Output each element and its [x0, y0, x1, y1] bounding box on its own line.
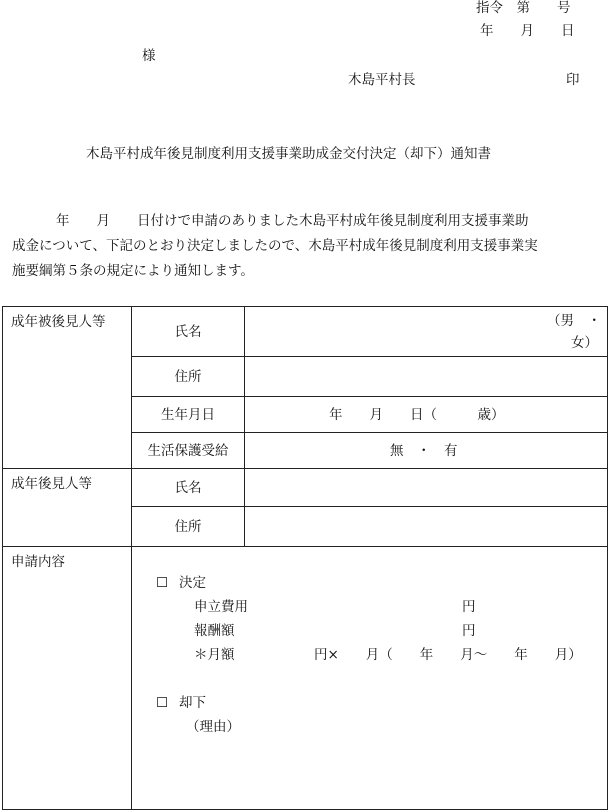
filing-fee-unit: 円 — [462, 599, 476, 615]
issue-date: 年 月 日 — [480, 23, 575, 39]
application-section-label-cell — [3, 547, 132, 810]
designation-number: 指令 第 号 — [476, 0, 571, 16]
guardian-name-label: 氏名 — [174, 480, 202, 496]
decision-checkbox[interactable]: ☐ — [156, 575, 169, 591]
issuer-name: 木島平村長 — [348, 72, 416, 88]
gender-selector-male: （男 ・ — [547, 313, 601, 329]
guardian-name-label-cell — [132, 469, 245, 507]
ward-birth-label: 生年月日 — [161, 407, 215, 423]
ward-address-label-cell — [132, 357, 245, 397]
rejection-label: 却下 — [179, 695, 206, 711]
ward-section-label-cell — [3, 307, 132, 469]
ward-name-label: 氏名 — [174, 324, 202, 340]
recipient-suffix: 様 — [142, 48, 156, 64]
body-line-2: 成金について、下記のとおり決定しましたので、木島平村成年後見制度利用支援事業実 — [12, 238, 538, 254]
guardian-name-field[interactable] — [245, 469, 608, 507]
ward-name-field[interactable] — [245, 307, 608, 357]
ward-welfare-value: 無 ・ 有 — [390, 443, 458, 459]
ward-address-label: 住所 — [174, 369, 202, 385]
ward-birth-field[interactable] — [245, 397, 608, 433]
ward-birth-label-cell — [132, 397, 245, 433]
ward-welfare-field[interactable] — [245, 433, 608, 469]
body-line-1: 年 月 日付けで申請のありました木島平村成年後見制度利用支援事業助 — [56, 213, 529, 229]
monthly-amount-label: ＊月額 — [194, 647, 235, 663]
application-section-label: 申請内容 — [11, 554, 65, 570]
guardian-address-field[interactable] — [245, 507, 608, 547]
guardian-section-label-cell — [3, 469, 132, 547]
body-line-3: 施要綱第５条の規定により通知します。 — [12, 263, 254, 279]
guardian-address-label: 住所 — [174, 519, 202, 535]
ward-section-label: 成年被後見人等 — [11, 314, 106, 330]
filing-fee-label: 申立費用 — [194, 599, 248, 615]
guardian-address-label-cell — [132, 507, 245, 547]
remuneration-unit: 円 — [462, 623, 476, 639]
decision-label: 決定 — [179, 575, 206, 591]
seal-mark: 印 — [566, 72, 580, 88]
application-table — [2, 306, 608, 810]
gender-selector-female: 女） — [571, 335, 598, 351]
reason-label: （理由） — [186, 719, 240, 735]
application-content-cell — [132, 547, 608, 810]
ward-welfare-label-cell — [132, 433, 245, 469]
rejection-checkbox[interactable]: ☐ — [156, 695, 169, 711]
guardian-section-label: 成年後見人等 — [11, 476, 92, 492]
document-title: 木島平村成年後見制度利用支援事業助成金交付決定（却下）通知書 — [86, 146, 491, 162]
remuneration-label: 報酬額 — [194, 623, 235, 639]
ward-name-label-cell — [132, 307, 245, 357]
ward-birth-value: 年 月 日（ 歳） — [329, 407, 505, 423]
ward-address-field[interactable] — [245, 357, 608, 397]
monthly-amount-value: 円× 月（ 年 月～ 年 月） — [314, 647, 582, 663]
ward-welfare-label: 生活保護受給 — [147, 443, 229, 459]
